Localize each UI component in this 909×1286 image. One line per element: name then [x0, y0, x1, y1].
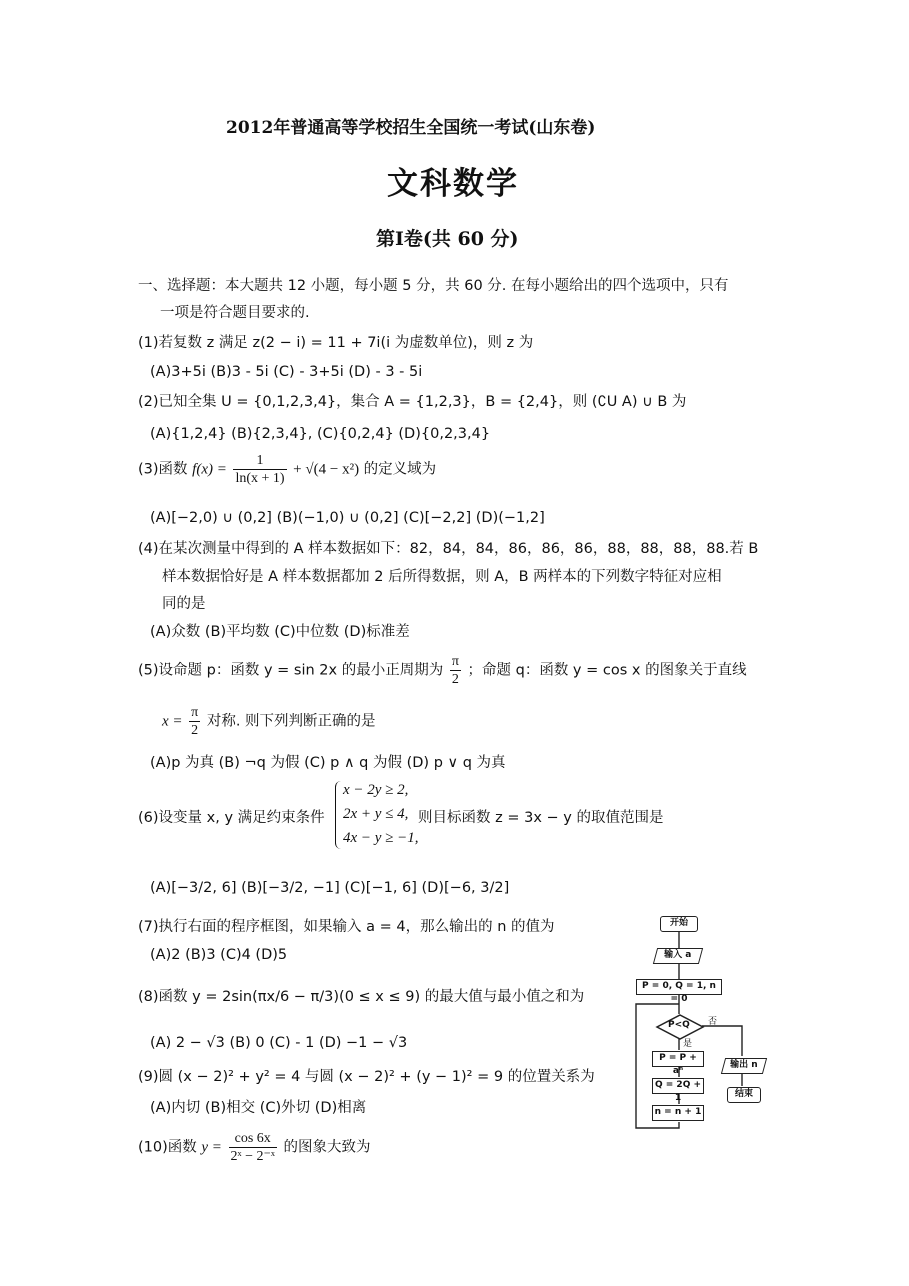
- q5-fraction2: [189, 704, 200, 739]
- flowchart-step-q: Q = 2Q + 1: [652, 1078, 704, 1094]
- flowchart-input: [653, 948, 703, 964]
- flowchart-end: 结束: [727, 1087, 761, 1103]
- q1-options: (A)3+5i (B)3 - 5i (C) - 3+5i (D) - 3 - 5i: [150, 364, 423, 380]
- q5-frac2-num: π: [191, 705, 199, 720]
- q5-part1: (5)设命题 p：函数 y = sin 2x 的最小正周期为: [138, 662, 444, 679]
- q10-prefix: (10)函数: [138, 1139, 197, 1156]
- subject-title: 文科数学: [387, 166, 519, 202]
- q6-pre: (6)设变量 x, y 满足约束条件: [138, 810, 325, 826]
- q10-stem: [138, 1130, 371, 1165]
- q6-constraint-1: x − 2y ≥ 2,: [343, 782, 409, 798]
- q4-line1: (4)在某次测量中得到的 A 样本数据如下：82，84，84，86，86，86，88，88，88，88.若 B: [138, 541, 759, 557]
- part-title: 第Ⅰ卷(共 60 分): [376, 228, 519, 250]
- flowchart-condition-label: P<Q: [668, 1020, 690, 1030]
- q10-y-eq: y =: [201, 1139, 222, 1156]
- q5-frac2-den: 2: [191, 723, 199, 738]
- q5-part2: ；命题 q：函数 y = cos x 的图象关于直线: [467, 662, 747, 679]
- q4-line3: 同的是: [162, 596, 206, 612]
- q10-suffix: 的图象大致为: [283, 1139, 371, 1156]
- q5-fraction1: [450, 653, 461, 688]
- q5-options: (A)p 为真 (B) ¬q 为假 (C) p ∧ q 为假 (D) p ∨ q 为真: [150, 755, 506, 771]
- q3-fraction: [233, 452, 286, 487]
- flowchart-step-n: n = n + 1: [652, 1105, 704, 1121]
- q2-options: (A){1,2,4} (B){2,3,4}, (C){0,2,4} (D){0,2,3,4}: [150, 426, 491, 442]
- flowchart-step-p: P = P + aⁿ: [652, 1051, 704, 1067]
- q5-frac1-num: π: [451, 654, 459, 669]
- q5-line2-pre: x =: [162, 713, 183, 730]
- flowchart-init: P = 0, Q = 1, n = 0: [636, 979, 722, 995]
- q4-options: (A)众数 (B)平均数 (C)中位数 (D)标准差: [150, 624, 410, 640]
- q7-stem: (7)执行右面的程序框图，如果输入 a = 4，那么输出的 n 的值为: [138, 919, 555, 935]
- q8-stem: (8)函数 y = 2sin(πx/6 − π/3)(0 ≤ x ≤ 9) 的最大值与最小值之和为: [138, 989, 585, 1005]
- q5-line2: [162, 704, 376, 739]
- q1-stem: (1)若复数 z 满足 z(2 − i) = 11 + 7i(i 为虚数单位)，则 z 为: [138, 335, 534, 351]
- q5-line2-post: 对称. 则下列判断正确的是: [206, 713, 376, 730]
- q10-frac-num: cos 6x: [229, 1130, 277, 1148]
- q8-options: (A) 2 − √3 (B) 0 (C) - 1 (D) −1 − √3: [150, 1035, 408, 1051]
- q2-stem: (2)已知全集 U = {0,1,2,3,4}，集合 A = {1,2,3}，B = {2,4}，则 (∁U A) ∪ B 为: [138, 394, 687, 410]
- flowchart-input-label: 输入 a: [664, 950, 692, 960]
- flowchart-output-label: 输出 n: [730, 1060, 758, 1070]
- q6-options: (A)[−3/2, 6] (B)[−3/2, −1] (C)[−1, 6] (D)[−6, 3/2]: [150, 880, 510, 896]
- q5-line1: [138, 653, 747, 688]
- q6-constraint-3: 4x − y ≥ −1,: [343, 830, 419, 846]
- flowchart-output: [721, 1058, 767, 1074]
- flowchart-yes-label: 是: [683, 1039, 693, 1049]
- q3-suffix: 的定义域为: [363, 461, 437, 478]
- q3-options: (A)[−2,0) ∪ (0,2] (B)(−1,0) ∪ (0,2] (C)[−2,2] (D)(−1,2]: [150, 510, 545, 526]
- section-intro-line1: 一、选择题：本大题共 12 小题，每小题 5 分，共 60 分. 在每小题给出的四个选项中，只有: [138, 278, 729, 294]
- exam-title: 2012年普通高等学校招生全国统一考试(山东卷): [226, 118, 596, 138]
- q3-stem: [138, 452, 436, 487]
- q9-stem: (9)圆 (x − 2)² + y² = 4 与圆 (x − 2)² + (y − 1)² = 9 的位置关系为: [138, 1069, 595, 1085]
- q5-frac1-den: 2: [451, 672, 459, 687]
- section-intro-line2: 一项是符合题目要求的.: [160, 305, 310, 321]
- q3-frac-den: ln(x + 1): [235, 471, 285, 486]
- q3-prefix: (3)函数: [138, 461, 188, 478]
- flowchart-no-label: 否: [708, 1017, 718, 1027]
- q10-frac-den: 2ˣ − 2⁻ˣ: [230, 1149, 275, 1164]
- q4-line2: 样本数据恰好是 A 样本数据都加 2 后所得数据，则 A，B 两样本的下列数字特征对应相: [162, 569, 722, 585]
- q6-post: 则目标函数 z = 3x − y 的取值范围是: [418, 810, 664, 826]
- q6-constraint-2: 2x + y ≤ 4,: [343, 806, 409, 822]
- q9-options: (A)内切 (B)相交 (C)外切 (D)相离: [150, 1100, 367, 1116]
- q3-frac-num: 1: [233, 452, 286, 470]
- q3-rest: + √(4 − x²): [293, 461, 360, 478]
- q7-options: (A)2 (B)3 (C)4 (D)5: [150, 947, 288, 963]
- q3-fx: f(x) =: [192, 461, 227, 478]
- flowchart-start: 开始: [660, 916, 698, 932]
- q10-fraction: [229, 1130, 277, 1165]
